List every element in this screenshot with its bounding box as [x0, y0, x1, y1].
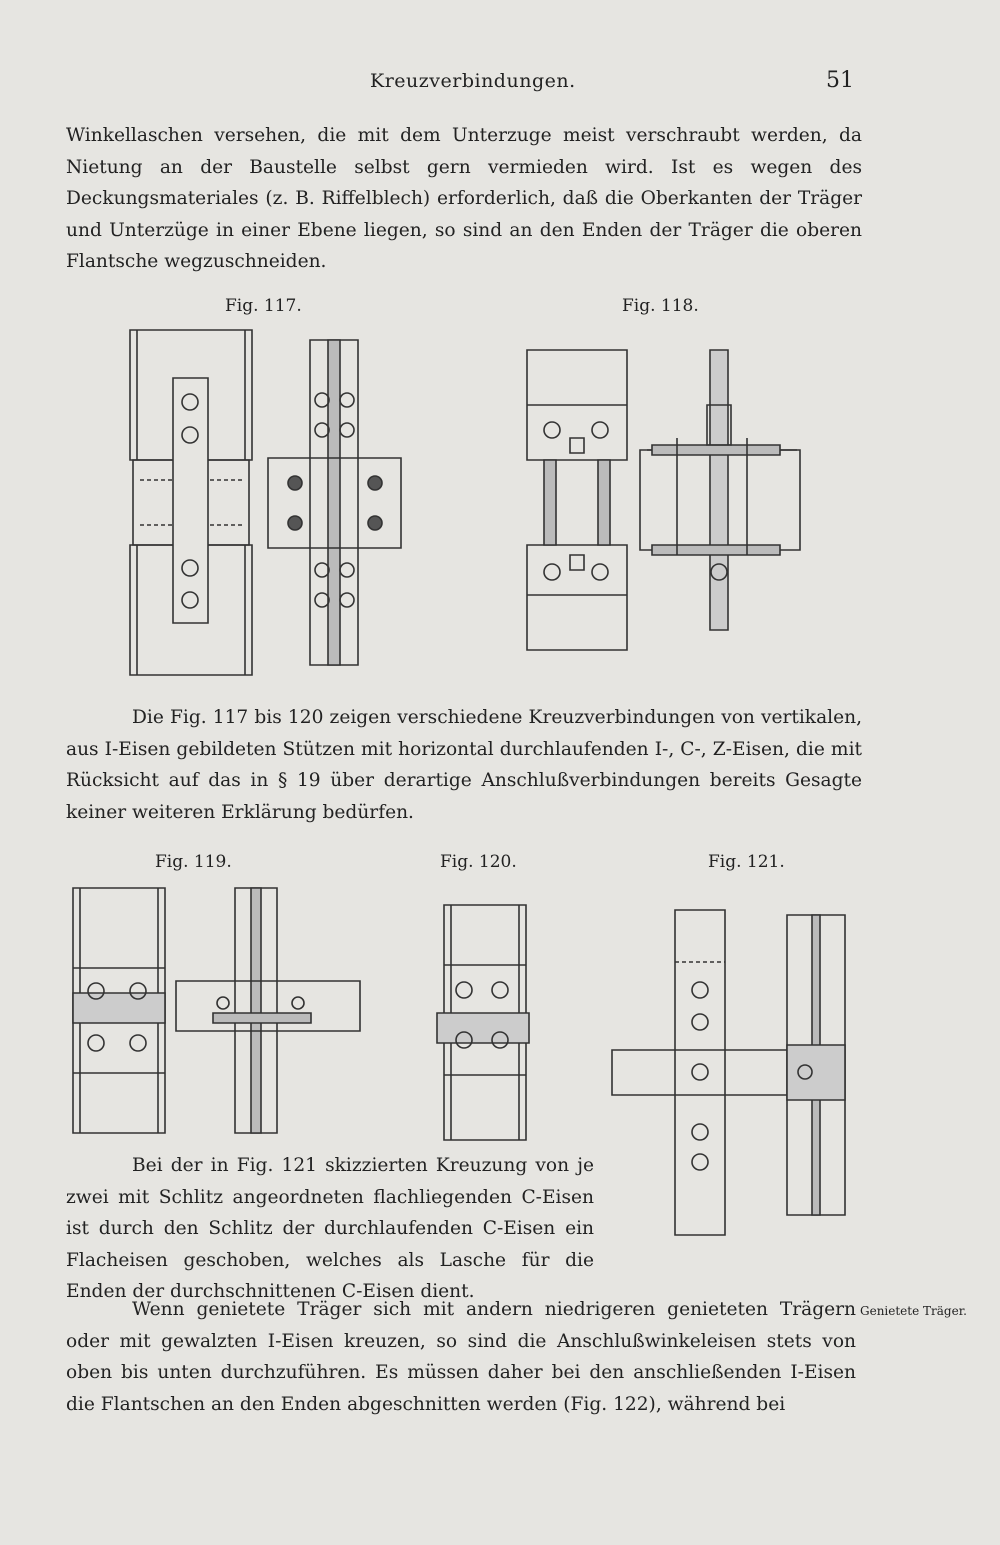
margin-note: Genietete Träger.	[860, 1304, 967, 1318]
paragraph-2: Die Fig. 117 bis 120 zeigen verschiedene Kreuzverbindungen von vertikalen, aus I-Eisen gebildeten Stützen mit horizontal durchlaufenden I-, C-, Z-Eisen, die mit Rücksicht auf das in § 19 über derartige Anschlußverbindungen bereits Gesagte keiner weiteren Erklärung bedürfen.	[66, 707, 862, 823]
figure-119-drawing	[68, 888, 368, 1138]
paragraph-4: Wenn genietete Träger sich mit andern niedrigeren genieteten Trägern oder mit gewalzten I-Eisen kreuzen, so sind die Anschlußwinkeleisen stets von oben bis unten durchzuführen. Es müssen daher bei den anschließenden I-Eisen die Flantschen an den Enden abgeschnitten werden (Fig. 122), während bei	[66, 1299, 856, 1415]
figure-120-drawing	[432, 905, 542, 1145]
figure-121-caption: Fig. 121.	[708, 852, 785, 872]
figure-118-caption: Fig. 118.	[622, 296, 699, 316]
paragraph-1: Winkellaschen versehen, die mit dem Unterzuge meist verschraubt werden, da Nietung an der Baustelle selbst gern vermieden wird. Ist es wegen des Deckungsmateriales (z. B. Riffelblech) erforderlich, daß die Oberkanten der Träger und Unterzüge in einer Ebene liegen, so sind an den Enden der Träger die oberen Flantsche wegzuschneiden.	[66, 125, 862, 272]
figure-117-caption: Fig. 117.	[225, 296, 302, 316]
figure-117-drawing	[125, 330, 405, 680]
figure-121-drawing	[607, 910, 857, 1240]
figure-119-caption: Fig. 119.	[155, 852, 232, 872]
page-number: 51	[826, 68, 854, 93]
running-head: Kreuzverbindungen.	[370, 70, 576, 92]
figure-118-drawing	[522, 350, 812, 650]
paragraph-3: Bei der in Fig. 121 skizzierten Kreuzung von je zwei mit Schlitz angeordneten flachliegenden C-Eisen ist durch den Schlitz der durchlaufenden C-Eisen ein Flacheisen geschoben, welches als Lasche für die Enden der durchschnittenen C-Eisen dient.	[66, 1155, 594, 1302]
figure-120-caption: Fig. 120.	[440, 852, 517, 872]
